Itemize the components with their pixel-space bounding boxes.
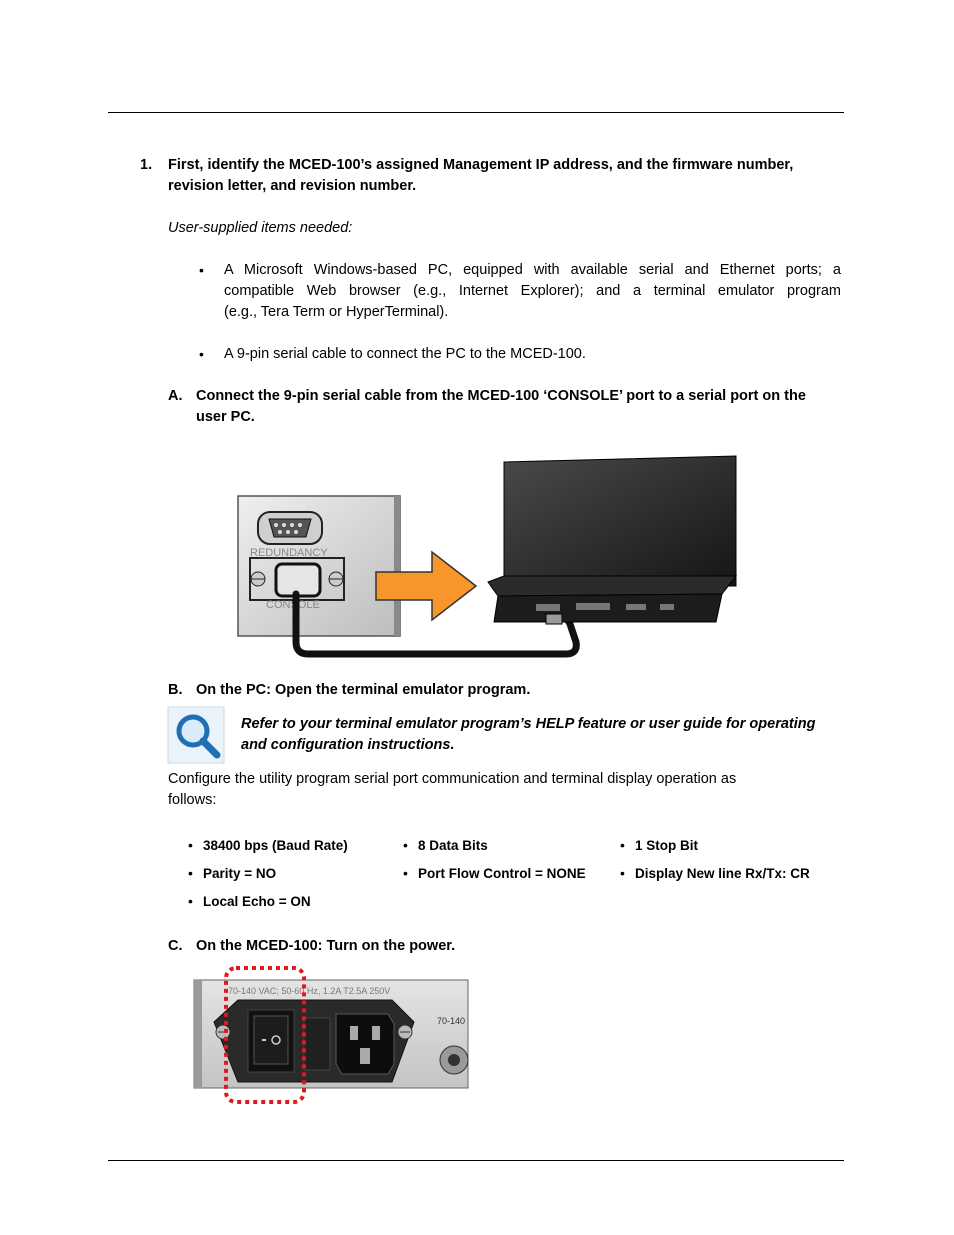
configure-line1: Configure the utility program serial port communication and terminal display operation as	[168, 771, 737, 787]
redundancy-label: REDUNDANCY	[250, 547, 328, 559]
stepA-letter: A.	[168, 388, 183, 404]
stepA-line2: user PC.	[196, 409, 255, 425]
setting-dot: •	[188, 865, 193, 881]
bullet-dot: •	[199, 346, 204, 362]
power-switch-figure	[192, 964, 472, 1106]
power-inlet	[336, 1014, 394, 1074]
note-line2: and configuration instructions.	[241, 737, 455, 753]
setting-newline: Display New line Rx/Tx: CR	[635, 866, 810, 881]
stepA-line1: Connect the 9-pin serial cable from the MCED-100 ‘CONSOLE’ port to a serial port on the	[196, 388, 806, 404]
note-line1: Refer to your terminal emulator program’s HELP feature or user guide for operating	[241, 716, 816, 732]
setting-stop-bit: 1 Stop Bit	[635, 838, 698, 853]
stepB-text: On the PC: Open the terminal emulator program.	[196, 682, 531, 698]
setting-dot: •	[188, 893, 193, 909]
step1-number: 1.	[140, 157, 153, 173]
rating-label: 70-140 VAC; 50-60 Hz, 1.2A T2.5A 250V	[228, 986, 391, 996]
step1-text-line1: First, identify the MCED-100’s assigned Management IP address, and the firmware number,	[168, 157, 794, 173]
items-heading: User-supplied items needed:	[168, 220, 353, 236]
footer-rule	[108, 1160, 844, 1161]
side-label: 70-140	[437, 1016, 466, 1026]
bullet1-line2: compatible Web browser (e.g., Internet Explorer); and a terminal emulator program	[224, 283, 841, 299]
setting-local-echo: Local Echo = ON	[203, 894, 311, 909]
bullet-dot: •	[199, 262, 204, 278]
setting-dot: •	[403, 837, 408, 853]
console-connection-figure	[236, 454, 740, 660]
setting-baud: 38400 bps (Baud Rate)	[203, 838, 348, 853]
step1-text-line2: revision letter, and revision number.	[168, 178, 417, 194]
bullet1-line3: (e.g., Tera Term or HyperTerminal).	[224, 304, 449, 320]
setting-dot: •	[620, 837, 625, 853]
bullet1-line1: A Microsoft Windows-based PC, equipped with available serial and Ethernet ports; a	[224, 262, 841, 278]
header-rule	[108, 112, 844, 113]
console-label: CONSOLE	[266, 599, 320, 611]
setting-parity: Parity = NO	[203, 866, 277, 881]
magnifier-icon	[167, 706, 225, 764]
setting-data-bits: 8 Data Bits	[418, 838, 488, 853]
stepB-letter: B.	[168, 682, 183, 698]
redundancy-port	[258, 512, 322, 544]
stepC-letter: C.	[168, 938, 183, 954]
setting-flow-control: Port Flow Control = NONE	[418, 866, 586, 881]
configure-line2: follows:	[168, 792, 217, 808]
setting-dot: •	[403, 865, 408, 881]
setting-dot: •	[188, 837, 193, 853]
bullet2-line1: A 9-pin serial cable to connect the PC to the MCED-100.	[224, 346, 586, 362]
stepC-text: On the MCED-100: Turn on the power.	[196, 938, 456, 954]
setting-dot: •	[620, 865, 625, 881]
laptop	[488, 456, 736, 624]
